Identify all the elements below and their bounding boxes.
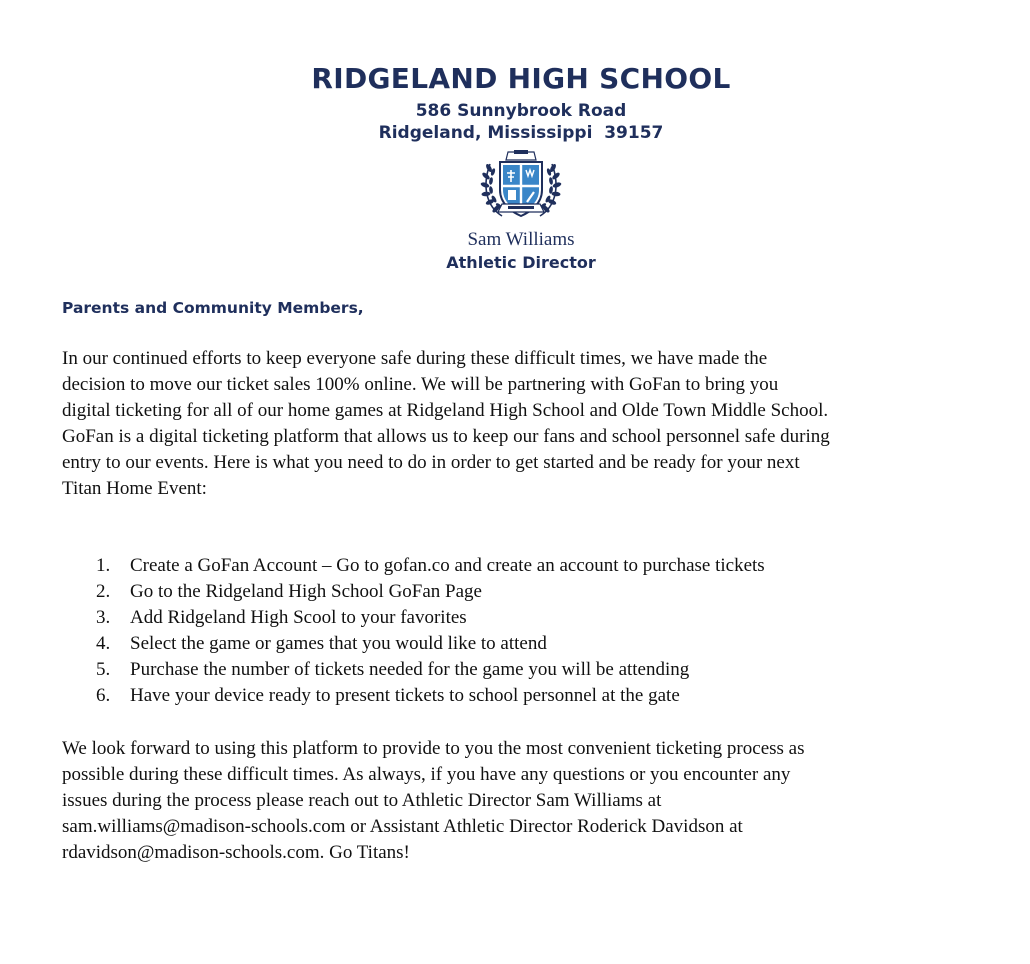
contact-email-line: sam.williams@madison-schools.com or Assistant Athletic Director Roderick Davidson at <box>62 816 743 837</box>
intro-line: entry to our events. Here is what you need to do in order to get started and be ready for your next <box>62 452 800 473</box>
step-text: Add Ridgeland High Scool to your favorites <box>130 607 467 628</box>
step-number: 4. <box>96 633 111 654</box>
step-text: Go to the Ridgeland High School GoFan Page <box>130 581 482 602</box>
intro-line: In our continued efforts to keep everyone safe during these difficult times, we have made the <box>62 348 768 369</box>
list-item <box>62 657 962 683</box>
address-city-state-zip: Ridgeland, Mississippi 39157 <box>378 123 664 143</box>
closing-line: We look forward to using this platform to provide to you the most convenient ticketing process as <box>62 738 805 759</box>
intro-line: Titan Home Event: <box>62 478 207 499</box>
intro-line: digital ticketing for all of our home games at Ridgeland High School and Olde Town Middle School. <box>62 400 829 421</box>
step-number: 1. <box>96 555 111 576</box>
director-title: Athletic Director <box>446 253 596 272</box>
salutation: Parents and Community Members, <box>62 299 364 317</box>
intro-paragraph <box>62 346 992 502</box>
list-item <box>62 683 962 709</box>
step-text: Have your device ready to present tickets to school personnel at the gate <box>130 685 680 706</box>
step-text: Purchase the number of tickets needed for the game you will be attending <box>130 659 690 680</box>
step-number: 2. <box>96 581 111 602</box>
list-item <box>62 631 962 657</box>
school-name-heading: RIDGELAND HIGH SCHOOL <box>311 62 731 95</box>
step-number: 3. <box>96 607 111 628</box>
step-text: Select the game or games that you would like to attend <box>130 633 547 654</box>
list-item <box>62 553 962 579</box>
step-text: Create a GoFan Account – Go to gofan.co and create an account to purchase tickets <box>130 555 765 576</box>
school-crest-laurel-icon <box>478 146 564 222</box>
step-number: 6. <box>96 685 111 706</box>
intro-line: GoFan is a digital ticketing platform that allows us to keep our fans and school personnel safe during <box>62 426 830 447</box>
list-item <box>62 605 962 631</box>
intro-line: decision to move our ticket sales 100% online. We will be partnering with GoFan to bring you <box>62 374 779 395</box>
list-item <box>62 579 962 605</box>
steps-list <box>62 553 962 709</box>
step-number: 5. <box>96 659 111 680</box>
contact-email-line: rdavidson@madison-schools.com. Go Titans! <box>62 842 410 863</box>
closing-line: issues during the process please reach out to Athletic Director Sam Williams at <box>62 790 662 811</box>
address-street: 586 Sunnybrook Road <box>415 101 627 121</box>
closing-paragraph <box>62 736 992 866</box>
closing-line: possible during these difficult times. As always, if you have any questions or you encounter any <box>62 764 791 785</box>
director-name: Sam Williams <box>467 229 575 250</box>
